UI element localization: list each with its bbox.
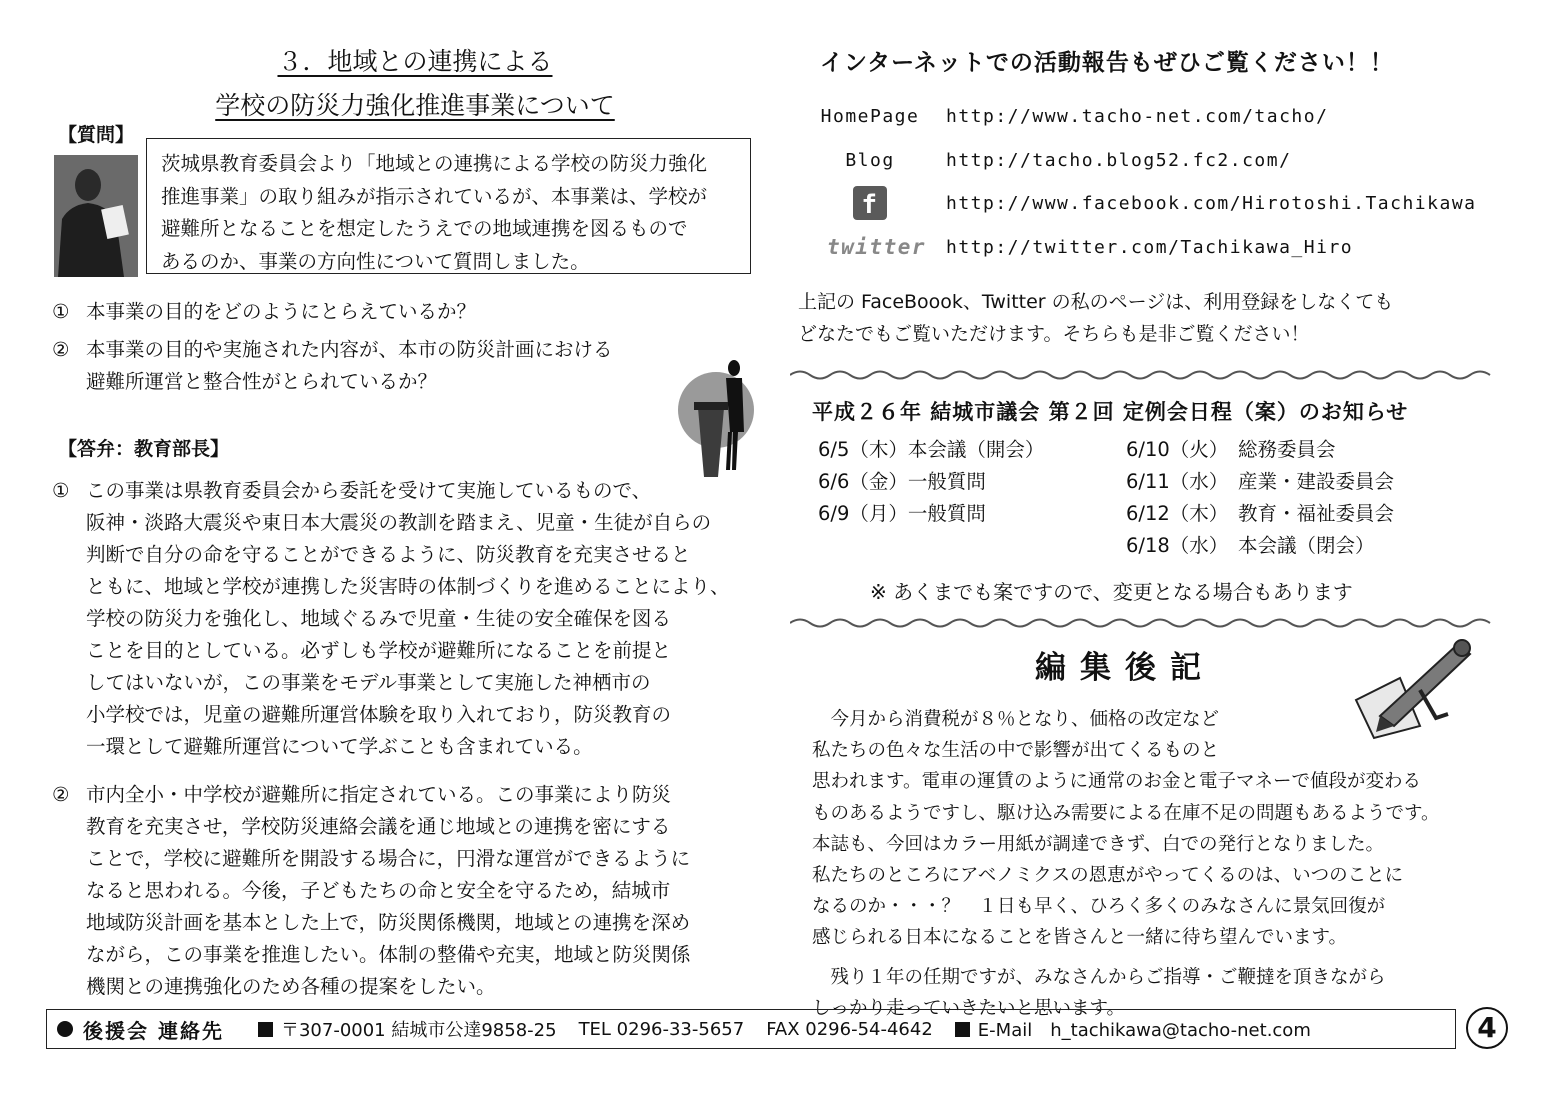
twitter-link[interactable]: http://twitter.com/Tachikawa_Hiro xyxy=(946,236,1354,258)
questioner-photo xyxy=(54,155,138,277)
editor-line: 本誌も、今回はカラー用紙が調達できず、白での発行となりました。 xyxy=(812,833,1385,855)
schedule-item: 6/12（木） 教育・福祉委員会 xyxy=(1126,502,1395,525)
internet-note-line: 上記の FaceBoook、Twitter の私のページは、利用登録をしなくても xyxy=(798,291,1394,313)
item-line: 一環として避難所運営について学ぶことも含まれている。 xyxy=(86,735,593,758)
question-box xyxy=(146,138,751,274)
twitter-icon: twitter xyxy=(827,235,927,259)
item-line: ともに、地域と学校が連携した災害時の体制づくりを進めることにより、 xyxy=(86,575,730,598)
item-line: 本事業の目的をどのようにとらえているか？ xyxy=(86,300,477,323)
homepage-label: HomePage xyxy=(820,106,920,127)
item-line: 学校の防災力を強化し、地域ぐるみで児童・生徒の安全確保を図る xyxy=(86,607,672,630)
item-line: 阪神・淡路大震災や東日本大震災の教訓を踏まえ、児童・生徒が自らの xyxy=(86,511,712,534)
question-label: 【質問】 xyxy=(58,124,135,146)
list-item xyxy=(52,334,692,398)
page-number: 4 xyxy=(1466,1007,1508,1049)
answer-label: 【答弁：教育部長】 xyxy=(58,438,230,460)
item-line: 教育を充実させ，学校防災連絡会議を通じ地域との連携を密にする xyxy=(86,815,671,838)
editor-line: 私たちのところにアベノミクスの恩恵がやってくるのは、いつのことに xyxy=(812,865,1404,887)
footer-org: 後援会 連絡先 xyxy=(83,1018,224,1043)
twitter-row xyxy=(800,232,1520,262)
schedule-item: 6/11（水） 産業・建設委員会 xyxy=(1126,470,1395,493)
item-line: 避難所運営と整合性がとられているか？ xyxy=(86,370,438,393)
editor-note-body xyxy=(812,704,1532,1024)
square-bullet-icon xyxy=(258,1022,273,1037)
facebook-row xyxy=(800,186,1520,220)
item-number: ① xyxy=(52,479,70,502)
bullet-icon xyxy=(57,1021,73,1037)
item-line: ことを目的としている。必ずしも学校が避難所になることを前提と xyxy=(86,639,672,662)
contact-footer xyxy=(46,1009,1456,1049)
facebook-icon: f xyxy=(853,186,887,220)
schedule-item: 6/18（水） 本会議（閉会） xyxy=(1126,534,1375,557)
item-line: 機関との連携強化のため各種の提案をしたい。 xyxy=(86,975,496,998)
item-line: 本事業の目的や実施された内容が、本市の防災計画における xyxy=(86,338,613,361)
internet-title: インターネットでの活動報告もぜひご覧ください！！ xyxy=(820,50,1394,76)
question-box-line: 推進事業」の取り組みが指示されているが、本事業は、学校が xyxy=(161,184,708,208)
facebook-link[interactable]: http://www.facebook.com/Hirotoshi.Tachikawa xyxy=(946,192,1477,214)
section-title xyxy=(150,40,680,128)
question-list xyxy=(52,296,692,404)
item-line: 判断で自分の命を守ることができるように、防災教育を充実させると xyxy=(86,543,691,566)
editor-line: しっかり走っていきたいと思います。 xyxy=(812,997,1126,1019)
question-box-line: 避難所となることを想定したうえでの地域連携を図るもので xyxy=(161,217,688,240)
schedule-title: 平成２６年 結城市議会 第２回 定例会日程（案）のお知らせ xyxy=(812,400,1409,424)
footer-address: 〒307-0001 結城市公達9858-25 xyxy=(280,1020,557,1041)
schedule-note: ※ あくまでも案ですので、変更となる場合もあります xyxy=(870,580,1353,604)
item-line: ながら，この事業を推進したい。体制の整備や充実，地域と防災関係 xyxy=(86,943,691,966)
blog-label: Blog xyxy=(845,150,895,171)
item-line: 小学校では，児童の避難所運営体験を取り入れており，防災教育の xyxy=(86,703,672,726)
editor-spacer xyxy=(812,954,1532,962)
item-number: ② xyxy=(52,783,70,806)
square-bullet-icon xyxy=(955,1022,970,1037)
item-line: してはいないが，この事業をモデル事業として実施した神栖市の xyxy=(86,671,651,694)
list-item xyxy=(52,475,782,763)
editor-note-title: 編集後記 xyxy=(1035,650,1215,686)
item-line: この事業は県教育委員会から委託を受けて実施しているもので、 xyxy=(86,479,652,502)
homepage-row xyxy=(800,106,1520,127)
editor-line: 残り１年の任期ですが、みなさんからご指導・ご鞭撻を頂きながら xyxy=(812,966,1386,988)
schedule-item: 6/5（木）本会議（開会） xyxy=(818,438,1045,461)
schedule-left xyxy=(818,434,1044,530)
question-box-line: あるのか、事業の方向性について質問しました。 xyxy=(161,249,590,273)
list-item xyxy=(52,779,782,1003)
item-line: なると思われる。今後，子どもたちの命と安全を守るため，結城市 xyxy=(86,879,671,902)
homepage-link[interactable]: http://www.tacho-net.com/tacho/ xyxy=(946,106,1329,127)
decorative-divider xyxy=(790,616,1500,630)
decorative-divider xyxy=(790,368,1500,382)
footer-fax: FAX 0296-54-4642 xyxy=(766,1018,933,1040)
editor-line: 思われます。電車の運賃のように通常のお金と電子マネーで値段が変わる xyxy=(812,771,1422,793)
editor-line: ものあるようですし、駆け込み需要による在庫不足の問題もあるようです。 xyxy=(812,802,1440,824)
schedule-item: 6/10（火） 総務委員会 xyxy=(1126,438,1336,461)
section-title-line1: ３．地域との連携による xyxy=(277,47,553,76)
schedule-item: 6/6（金）一般質問 xyxy=(818,470,986,493)
editor-line: 今月から消費税が８％となり、価格の改定など xyxy=(812,709,1220,730)
section-title-line2: 学校の防災力強化推進事業について xyxy=(215,91,615,120)
question-box-line: 茨城県教育委員会より「地域との連携による学校の防災力強化 xyxy=(161,152,708,175)
editor-line: なるのか・・・？ １日も早く、ひろく多くのみなさんに景気回復が xyxy=(812,896,1386,918)
list-item xyxy=(52,296,692,328)
internet-note xyxy=(798,286,1518,350)
item-line: 市内全小・中学校が避難所に指定されている。この事業により防災 xyxy=(86,783,672,806)
schedule-right xyxy=(1126,434,1394,562)
blog-link[interactable]: http://tacho.blog52.fc2.com/ xyxy=(946,150,1292,171)
internet-note-line: どなたでもご覧いただけます。そちらも是非ご覧ください！ xyxy=(798,323,1310,345)
schedule-item: 6/9（月）一般質問 xyxy=(818,502,986,525)
item-line: ことで，学校に避難所を開設する場合に，円滑な運営ができるように xyxy=(86,847,691,870)
editor-line: 私たちの色々な生活の中で影響が出てくるものと xyxy=(812,740,1220,762)
item-number: ② xyxy=(52,338,70,361)
blog-row xyxy=(800,150,1520,171)
answer-list xyxy=(52,475,782,1019)
speaker-illustration xyxy=(678,352,768,477)
editor-line: 感じられる日本になることを皆さんと一緒に待ち望んでいます。 xyxy=(812,927,1348,949)
item-line: 地域防災計画を基本とした上で，防災関係機関，地域との連携を深め xyxy=(86,911,691,934)
footer-email[interactable]: E-Mail h_tachikawa@tacho-net.com xyxy=(977,1020,1311,1041)
footer-tel: TEL 0296-33-5657 xyxy=(578,1018,745,1040)
item-number: ① xyxy=(52,300,70,323)
